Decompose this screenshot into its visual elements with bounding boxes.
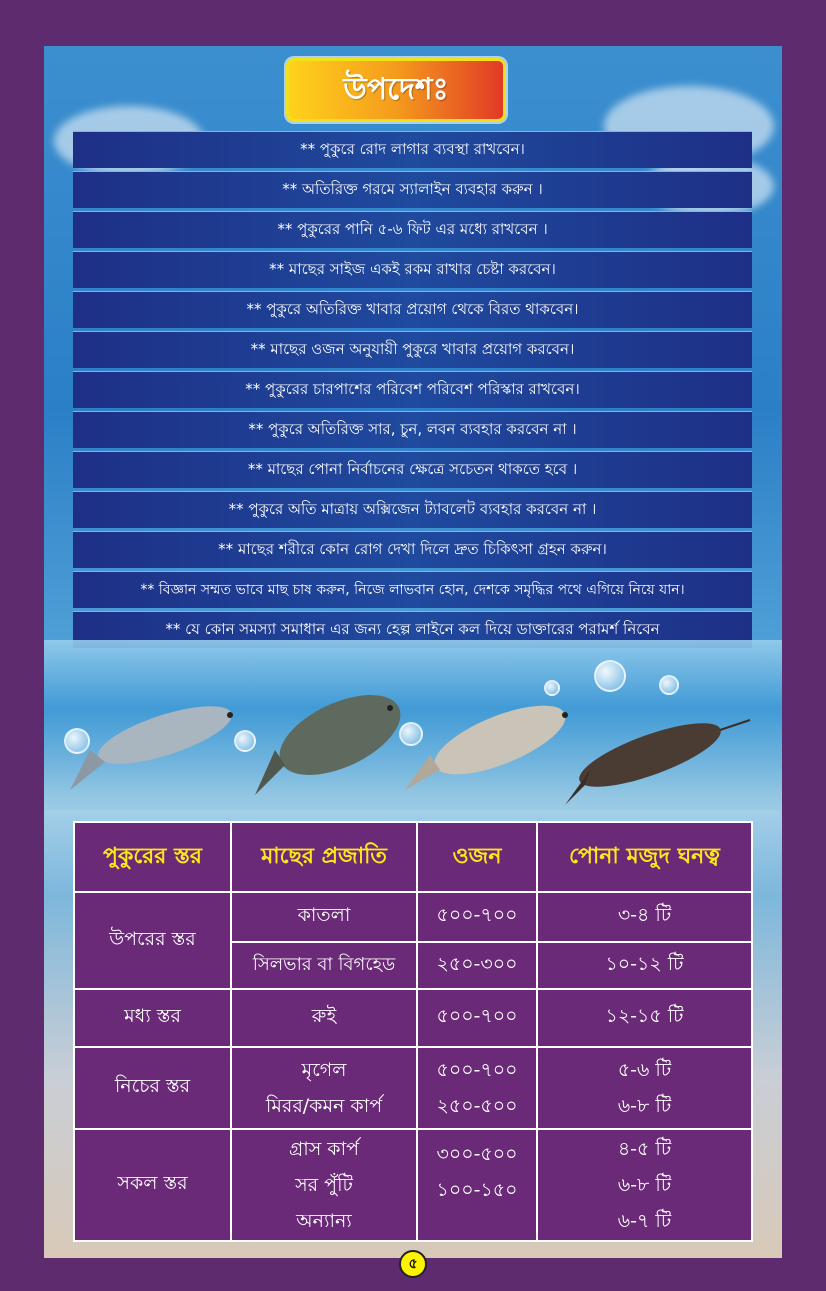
silver-carp-fish-icon xyxy=(405,692,574,790)
density-cell: ৩-৪ টি xyxy=(537,892,752,942)
weight-cell: ৫০০-৭০০ xyxy=(417,989,537,1047)
density-cell: ১২-১৫ টি xyxy=(537,989,752,1047)
species-cell: রুই xyxy=(231,989,417,1047)
fish-illustration xyxy=(60,690,760,810)
species-cell xyxy=(231,1129,417,1241)
tip-item: ** পুকুরে অতি মাত্রায় অক্সিজেন ট্যাবলেট ব্যবহার করবেন না । xyxy=(73,491,752,528)
layer-cell: উপরের স্তর xyxy=(74,892,231,989)
tip-item: ** পুকুরের চারপাশের পরিবেশ পরিবেশ পরিস্কার রাখবেন। xyxy=(73,371,752,408)
header-fish-species: মাছের প্রজাতি xyxy=(231,822,417,892)
density-item: ৫-৬ টি xyxy=(617,1059,672,1081)
title-banner xyxy=(286,58,506,122)
weight-item: ২৫০-৫০০ xyxy=(436,1095,518,1117)
density-item: ৬-৭ টি xyxy=(617,1210,672,1232)
stocking-table xyxy=(73,821,753,1242)
weight-item: ১০০-১৫০ xyxy=(436,1179,518,1201)
layer-cell: মধ্য স্তর xyxy=(74,989,231,1047)
species-cell xyxy=(231,1047,417,1129)
tip-item: ** মাছের শরীরে কোন রোগ দেখা দিলে দ্রুত চিকিৎসা গ্রহন করুন। xyxy=(73,531,752,568)
table-row xyxy=(74,1047,752,1129)
header-pond-layer: পুকুরের স্তর xyxy=(74,822,231,892)
density-item: ৬-৮ টি xyxy=(617,1095,672,1117)
pangas-fish-icon xyxy=(70,694,238,790)
catfish-fish-icon xyxy=(565,711,750,805)
page-number: ৫ xyxy=(399,1250,427,1278)
header-weight: ওজন xyxy=(417,822,537,892)
tip-item: ** পুকুরে অতিরিক্ত খাবার প্রয়োগ থেকে বিরত থাকবেন। xyxy=(73,291,752,328)
weight-cell xyxy=(417,1129,537,1241)
table-row xyxy=(74,1129,752,1241)
density-item: ৪-৫ টি xyxy=(617,1138,672,1160)
species-item: সর পুঁটি xyxy=(295,1174,353,1196)
species-cell: সিলভার বা বিগহেড xyxy=(231,942,417,989)
weight-item: ৫০০-৭০০ xyxy=(436,1059,518,1081)
page-title: উপদেশঃ xyxy=(343,71,449,107)
species-item: গ্রাস কার্প xyxy=(288,1138,360,1160)
density-cell xyxy=(537,1047,752,1129)
tips-list xyxy=(73,131,752,651)
weight-cell xyxy=(417,1047,537,1129)
species-item: মৃগেল xyxy=(301,1059,347,1081)
tip-item: ** মাছের পোনা নির্বাচনের ক্ষেত্রে সচেতন থাকতে হবে । xyxy=(73,451,752,488)
layer-cell: নিচের স্তর xyxy=(74,1047,231,1129)
tilapia-fish-icon xyxy=(255,690,412,795)
table-row xyxy=(74,989,752,1047)
species-item: মিরর/কমন কার্প xyxy=(265,1095,383,1117)
tip-item: ** অতিরিক্ত গরমে স্যালাইন ব্যবহার করুন । xyxy=(73,171,752,208)
species-item: অন্যান্য xyxy=(296,1210,352,1232)
tip-item: ** মাছের ওজন অনুযায়ী পুকুরে খাবার প্রয়োগ করবেন। xyxy=(73,331,752,368)
tip-item: ** যে কোন সমস্যা সমাধান এর জন্য হেল্প লাইনে কল দিয়ে ডাক্তারের পরামর্শ নিবেন xyxy=(73,611,752,648)
species-cell: কাতলা xyxy=(231,892,417,942)
table-row xyxy=(74,892,752,942)
table-header-row xyxy=(74,822,752,892)
tip-item: ** বিজ্ঞান সম্মত ভাবে মাছ চাষ করুন, নিজে লাভবান হোন, দেশকে সমৃদ্ধির পথে এগিয়ে নিয়ে যান। xyxy=(73,571,752,608)
layer-cell: সকল স্তর xyxy=(74,1129,231,1241)
header-stocking-density: পোনা মজুদ ঘনত্ব xyxy=(537,822,752,892)
bubble xyxy=(594,660,626,692)
density-item: ৬-৮ টি xyxy=(617,1174,672,1196)
weight-cell: ৫০০-৭০০ xyxy=(417,892,537,942)
density-cell xyxy=(537,1129,752,1241)
weight-cell: ২৫০-৩০০ xyxy=(417,942,537,989)
tip-item: ** পুকুরে রোদ লাগার ব্যবস্থা রাখবেন। xyxy=(73,131,752,168)
tip-item: ** পুকুরের পানি ৫-৬ ফিট এর মধ্যে রাখবেন । xyxy=(73,211,752,248)
tip-item: ** পুকুরে অতিরিক্ত সার, চুন, লবন ব্যবহার করবেন না । xyxy=(73,411,752,448)
tip-item: ** মাছের সাইজ একই রকম রাখার চেষ্টা করবেন। xyxy=(73,251,752,288)
weight-item: ৩০০-৫০০ xyxy=(436,1143,518,1165)
density-cell: ১০-১২ টি xyxy=(537,942,752,989)
